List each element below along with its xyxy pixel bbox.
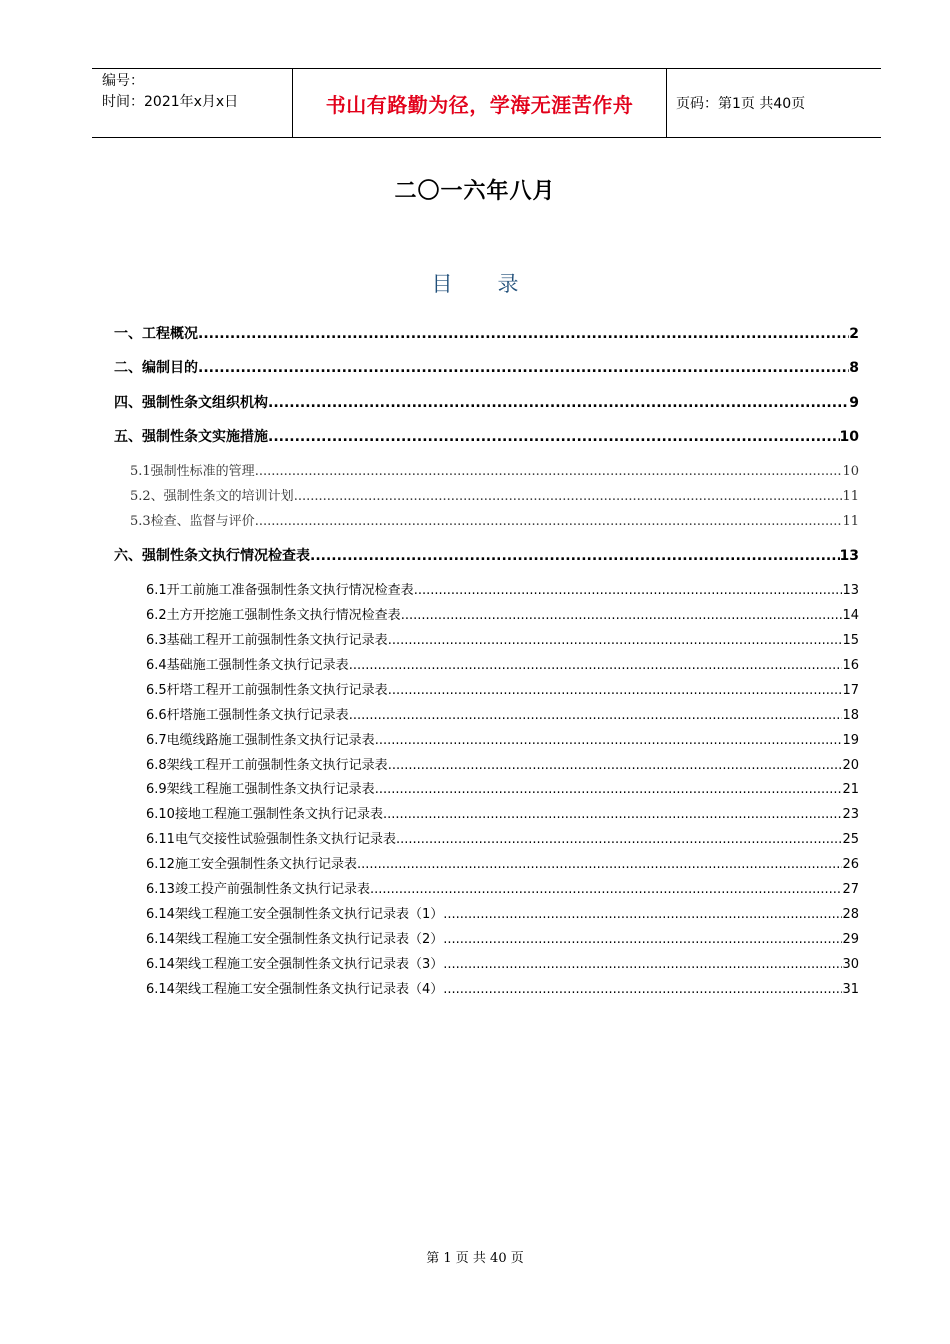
toc-entry-label: 6.6杆塔施工强制性条文执行记录表 (146, 708, 349, 723)
toc-leader-dots (388, 683, 843, 698)
header-page-number: 页码：第1页 共40页 (676, 96, 806, 112)
toc-leader-dots (388, 758, 843, 773)
toc-leader-dots (198, 326, 849, 342)
toc-leader-dots (443, 907, 842, 922)
toc-entry[interactable] (114, 323, 859, 343)
toc-leader-dots (310, 548, 840, 564)
toc-entry-label: 6.13竣工投产前强制性条文执行记录表 (146, 882, 370, 897)
page-header (92, 68, 881, 138)
toc-entry[interactable] (114, 853, 859, 872)
toc-entry-page: 18 (842, 708, 859, 723)
toc-entry-page: 28 (842, 907, 859, 922)
toc-entry[interactable] (114, 803, 859, 822)
toc-entry-label: 6.2土方开挖施工强制性条文执行情况检查表 (146, 608, 401, 623)
toc-entry-page: 10 (842, 464, 859, 479)
toc-entry-label: 6.14架线工程施工安全强制性条文执行记录表（3） (146, 957, 444, 972)
toc-leader-dots (375, 733, 843, 748)
toc-entry-page: 14 (842, 608, 859, 623)
toc-entry-label: 5.1强制性标准的管理 (130, 464, 255, 479)
toc-leader-dots (268, 395, 849, 411)
toc-entry-page: 13 (839, 548, 859, 564)
toc-leader-dots (294, 489, 843, 504)
toc-entry-page: 25 (842, 832, 859, 847)
toc-entry-page: 13 (842, 583, 859, 598)
toc-leader-dots (370, 882, 843, 897)
toc-entry-page: 26 (842, 857, 859, 872)
toc-entry[interactable] (114, 654, 859, 673)
toc-leader-dots (443, 982, 842, 997)
toc-entry-label: 6.11电气交接性试验强制性条文执行记录表 (146, 832, 396, 847)
toc-entry-label: 六、强制性条文执行情况检查表 (114, 548, 310, 564)
toc-entry-label: 5.2、强制性条文的培训计划 (130, 489, 294, 504)
toc-entry-page: 21 (842, 782, 859, 797)
toc-entry-page: 2 (849, 326, 859, 342)
toc-entry[interactable] (114, 604, 859, 623)
toc-entry-label: 6.3基础工程开工前强制性条文执行记录表 (146, 633, 388, 648)
toc-leader-dots (349, 708, 843, 723)
toc-leader-dots (349, 658, 843, 673)
document-time-label: 时间：2021年x月x日 (102, 94, 239, 110)
toc-entry[interactable] (114, 778, 859, 797)
toc-entry-page: 16 (842, 658, 859, 673)
toc-entry[interactable] (114, 460, 859, 479)
toc-entry[interactable] (114, 357, 859, 377)
toc-leader-dots (401, 608, 843, 623)
toc-entry-label: 6.4基础施工强制性条文执行记录表 (146, 658, 349, 673)
toc-entry-page: 30 (842, 957, 859, 972)
toc-entry[interactable] (114, 392, 859, 412)
toc-entry-label: 6.8架线工程开工前强制性条文执行记录表 (146, 758, 388, 773)
header-meta (92, 69, 292, 139)
toc-entry-page: 10 (839, 429, 859, 445)
toc-leader-dots (443, 957, 842, 972)
toc-entry-label: 5.3检查、监督与评价 (130, 514, 255, 529)
toc-entry-page: 11 (842, 514, 859, 529)
toc-entry-page: 29 (842, 932, 859, 947)
toc-entry[interactable] (114, 729, 859, 748)
toc-entry[interactable] (114, 510, 859, 529)
toc-entry-page: 9 (849, 395, 859, 411)
toc-entry[interactable] (114, 928, 859, 947)
toc-entry[interactable] (114, 426, 859, 446)
toc-entry-label: 一、工程概况 (114, 326, 198, 342)
toc-entry-label: 6.5杆塔工程开工前强制性条文执行记录表 (146, 683, 388, 698)
toc-entry[interactable] (114, 754, 859, 773)
toc-entry-label: 五、强制性条文实施措施 (114, 429, 268, 445)
toc-entry-label: 6.9架线工程施工强制性条文执行记录表 (146, 782, 375, 797)
toc-entry-page: 17 (842, 683, 859, 698)
toc-entry[interactable] (114, 679, 859, 698)
page-footer: 第 1 页 共 40 页 (426, 1251, 524, 1266)
toc-entry-page: 31 (842, 982, 859, 997)
toc-entry-page: 20 (842, 758, 859, 773)
toc-entry-page: 8 (849, 360, 859, 376)
toc-leader-dots (375, 782, 843, 797)
toc-leader-dots (388, 633, 843, 648)
toc-entry[interactable] (114, 545, 859, 565)
toc-entry[interactable] (114, 878, 859, 897)
toc-entry[interactable] (114, 704, 859, 723)
toc-entry-label: 二、编制目的 (114, 360, 198, 376)
header-motto: 书山有路勤为径，学海无涯苦作舟 (292, 69, 667, 137)
toc-entry-label: 6.14架线工程施工安全强制性条文执行记录表（4） (146, 982, 444, 997)
toc-entry-label: 6.14架线工程施工安全强制性条文执行记录表（1） (146, 907, 444, 922)
toc-leader-dots (383, 807, 843, 822)
toc-entry-label: 6.7电缆线路施工强制性条文执行记录表 (146, 733, 375, 748)
toc-entry[interactable] (114, 903, 859, 922)
toc-title: 目录 (431, 272, 564, 296)
toc-entry-page: 19 (842, 733, 859, 748)
toc-leader-dots (255, 514, 843, 529)
toc-leader-dots (396, 832, 843, 847)
toc-entry[interactable] (114, 629, 859, 648)
toc-entry-label: 6.14架线工程施工安全强制性条文执行记录表（2） (146, 932, 444, 947)
toc-leader-dots (443, 932, 842, 947)
toc-leader-dots (268, 429, 840, 445)
toc-entry[interactable] (114, 485, 859, 504)
toc-entry-label: 四、强制性条文组织机构 (114, 395, 268, 411)
toc-entry-page: 27 (842, 882, 859, 897)
toc-leader-dots (198, 360, 849, 376)
toc-entry-label: 6.12施工安全强制性条文执行记录表 (146, 857, 357, 872)
toc-entry-page: 11 (842, 489, 859, 504)
toc-leader-dots (414, 583, 843, 598)
toc-entry-label: 6.1开工前施工准备强制性条文执行情况检查表 (146, 583, 414, 598)
toc-leader-dots (357, 857, 843, 872)
toc-entry[interactable] (114, 579, 859, 598)
toc-entry-label: 6.10接地工程施工强制性条文执行记录表 (146, 807, 383, 822)
toc-leader-dots (255, 464, 843, 479)
toc-entry[interactable] (114, 828, 859, 847)
toc-entry[interactable] (114, 953, 859, 972)
document-date: 二〇一六年八月 (394, 179, 556, 204)
document-number-label: 编号： (102, 73, 144, 89)
toc-entry[interactable] (114, 978, 859, 997)
toc-entry-page: 15 (842, 633, 859, 648)
toc-entry-page: 23 (842, 807, 859, 822)
